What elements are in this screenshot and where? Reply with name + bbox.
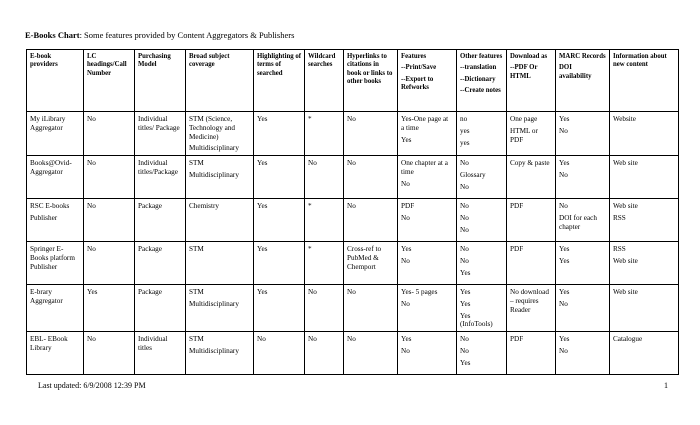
table-cell xyxy=(305,112,344,156)
cell-line: No download – requires Reader xyxy=(510,288,549,314)
cell-line: Features xyxy=(401,53,427,60)
table-cell xyxy=(135,199,186,242)
table-cell xyxy=(186,199,254,242)
table-cell xyxy=(398,156,457,199)
table-cell xyxy=(610,285,679,332)
cell-line: No xyxy=(87,245,96,254)
table-cell xyxy=(398,112,457,156)
table-cell xyxy=(610,156,679,199)
column-header xyxy=(556,50,610,112)
cell-line: No xyxy=(308,335,317,344)
cell-line: Yes xyxy=(559,288,570,297)
cell-line: STM (Science, Technology and Medicine) xyxy=(189,115,236,141)
cell-line: Catalogue xyxy=(613,335,643,344)
table-row xyxy=(27,332,679,375)
cell-line: MARC Records xyxy=(559,53,606,60)
cell-line: Yes xyxy=(559,335,570,344)
cell-line: Yes xyxy=(257,202,268,211)
cell-line: Multidisciplinary xyxy=(189,347,239,356)
table-cell xyxy=(457,242,507,285)
cell-line: yes xyxy=(460,126,470,135)
table-cell xyxy=(344,112,398,156)
cell-line: No xyxy=(401,299,410,308)
table-cell xyxy=(305,332,344,375)
table-cell xyxy=(135,156,186,199)
cell-line: Package xyxy=(138,202,162,211)
cell-line: PDF xyxy=(510,202,524,211)
table-cell xyxy=(507,285,556,332)
cell-line: No xyxy=(401,347,410,356)
table-cell xyxy=(507,199,556,242)
cell-line: No xyxy=(460,159,469,168)
cell-line: No xyxy=(87,159,96,168)
cell-line: No xyxy=(347,335,356,344)
cell-line: RSS xyxy=(613,213,626,222)
cell-line: Other features xyxy=(460,53,503,60)
table-cell xyxy=(457,156,507,199)
table-cell xyxy=(84,242,135,285)
table-cell xyxy=(507,332,556,375)
column-header xyxy=(254,50,305,112)
cell-line: PDF xyxy=(510,245,524,254)
column-header xyxy=(27,50,84,112)
cell-line: Individual titles xyxy=(138,335,168,353)
cell-line: STM xyxy=(189,288,204,297)
cell-line: No xyxy=(347,288,356,297)
table-cell xyxy=(556,112,610,156)
cell-line: No xyxy=(559,202,568,211)
cell-line: No xyxy=(308,288,317,297)
column-header xyxy=(398,50,457,112)
cell-line: Yes xyxy=(87,288,98,297)
cell-line: RSC E-books xyxy=(30,202,70,211)
cell-line: EBL- EBook Library xyxy=(30,335,68,353)
title-bold: E-Books Chart xyxy=(25,30,80,40)
table-cell xyxy=(254,332,305,375)
cell-line: Package xyxy=(138,245,162,254)
table-cell xyxy=(610,332,679,375)
cell-line: Yes xyxy=(559,115,570,123)
cell-line: Chemistry xyxy=(189,202,219,211)
cell-line: Web site xyxy=(613,202,638,211)
cell-line: No xyxy=(401,213,410,222)
table-row xyxy=(27,156,679,199)
cell-line: --Print/Save xyxy=(401,64,437,72)
table-cell xyxy=(344,242,398,285)
cell-line: Yes xyxy=(401,335,412,344)
table-cell xyxy=(254,156,305,199)
cell-line: RSS xyxy=(613,245,626,254)
cell-line: Copy & paste xyxy=(510,159,550,168)
table-cell xyxy=(186,242,254,285)
cell-line: Multidisciplinary xyxy=(189,299,239,308)
cell-line: DOI for each chapter xyxy=(559,213,597,231)
cell-line: Package xyxy=(138,288,162,297)
table-cell xyxy=(398,332,457,375)
cell-line: * xyxy=(308,245,312,254)
cell-line: Yes xyxy=(460,268,471,277)
table-cell xyxy=(344,332,398,375)
table-cell xyxy=(457,199,507,242)
cell-line: Multidisciplinary xyxy=(189,170,239,179)
page-number: 1 xyxy=(664,381,668,390)
cell-line: Individual titles/Package xyxy=(138,159,178,176)
table-cell xyxy=(186,156,254,199)
table-header-row xyxy=(27,50,679,112)
provider-cell xyxy=(27,242,84,285)
table-cell xyxy=(305,242,344,285)
cell-line: --Export to Refworks xyxy=(401,75,434,91)
cell-line: No xyxy=(401,179,410,188)
cell-line: No xyxy=(308,159,317,168)
cell-line: Purchasing Model xyxy=(138,53,171,69)
cell-line: No xyxy=(559,126,568,135)
cell-line: DOI availability xyxy=(559,64,592,80)
provider-cell xyxy=(27,156,84,199)
table-cell xyxy=(344,199,398,242)
cell-line: No xyxy=(559,299,568,308)
cell-line: Yes xyxy=(257,115,268,123)
cell-line: PDF xyxy=(510,335,524,344)
cell-line: No xyxy=(87,115,96,123)
cell-line: No xyxy=(460,347,469,356)
table-cell xyxy=(556,242,610,285)
cell-line: Yes xyxy=(559,256,570,265)
table-cell xyxy=(254,242,305,285)
table-cell xyxy=(135,242,186,285)
cell-line: Publisher xyxy=(30,213,58,222)
table-cell xyxy=(135,112,186,156)
cell-line: Books@Ovid-Aggregator xyxy=(30,159,72,176)
table-cell xyxy=(84,285,135,332)
cell-line: --translation xyxy=(460,64,497,72)
table-cell xyxy=(305,285,344,332)
cell-line: PDF xyxy=(401,202,415,211)
column-header xyxy=(610,50,679,112)
table-cell xyxy=(305,199,344,242)
cell-line: Glossary xyxy=(460,170,486,179)
cell-line: No xyxy=(460,213,469,222)
cell-line: No xyxy=(347,115,356,123)
cell-line: No xyxy=(460,256,469,265)
cell-line: --PDF Or HTML xyxy=(510,64,538,80)
table-cell xyxy=(610,242,679,285)
cell-line: * xyxy=(308,115,312,123)
cell-line: My iLibrary Aggregator xyxy=(30,115,66,132)
table-cell xyxy=(457,332,507,375)
table-cell xyxy=(84,112,135,156)
table-row xyxy=(27,112,679,156)
table-row xyxy=(27,242,679,285)
cell-line: E-brary Aggregator xyxy=(30,288,63,305)
table-cell xyxy=(305,156,344,199)
table-cell xyxy=(186,332,254,375)
table-cell xyxy=(84,199,135,242)
cell-line: Yes-One page at a time xyxy=(401,115,449,132)
cell-line: yes xyxy=(460,138,470,147)
cell-line: --Dictionary xyxy=(460,75,496,83)
cell-line: No xyxy=(559,347,568,356)
table-cell xyxy=(507,112,556,156)
table-cell xyxy=(135,285,186,332)
cell-line: Broad subject coverage xyxy=(189,53,230,69)
cell-line: Website xyxy=(613,115,636,123)
table-cell xyxy=(84,156,135,199)
column-header xyxy=(305,50,344,112)
cell-line: No xyxy=(87,335,96,344)
cell-line: Wildcard searches xyxy=(308,53,336,69)
table-cell xyxy=(398,242,457,285)
cell-line: No xyxy=(257,335,266,344)
cell-line: No xyxy=(460,202,469,211)
cell-line: Yes xyxy=(401,135,412,144)
cell-line: Download as xyxy=(510,53,548,60)
cell-line: Yes xyxy=(460,358,471,367)
table-cell xyxy=(344,285,398,332)
cell-line: Yes xyxy=(559,245,570,254)
cell-line: Multidisciplinary xyxy=(189,144,239,153)
cell-line: STM xyxy=(189,159,204,168)
table-cell xyxy=(457,112,507,156)
provider-cell xyxy=(27,112,84,156)
column-header xyxy=(84,50,135,112)
last-updated: Last updated: 6/9/2008 12:39 PM xyxy=(38,381,146,390)
cell-line: No xyxy=(460,225,469,234)
cell-line: HTML or PDF xyxy=(510,126,538,144)
table-cell xyxy=(507,242,556,285)
table-cell xyxy=(254,199,305,242)
cell-line: Web site xyxy=(613,288,638,297)
cell-line: LC headings/Call Number xyxy=(87,53,127,77)
table-cell xyxy=(556,332,610,375)
table-cell xyxy=(254,112,305,156)
cell-line: Hyperlinks to citations in book or links to other books xyxy=(347,53,393,85)
cell-line: no xyxy=(460,115,468,123)
cell-line: No xyxy=(460,335,469,344)
cell-line: No xyxy=(401,256,410,265)
table-cell xyxy=(186,112,254,156)
table-cell xyxy=(344,156,398,199)
table-cell xyxy=(254,285,305,332)
title-rest: : Some features provided by Content Aggregators & Publishers xyxy=(79,30,295,40)
cell-line: No xyxy=(460,245,469,254)
cell-line: Springer E-Books platform Publisher xyxy=(30,245,75,271)
table-body xyxy=(27,112,679,375)
cell-line: Yes xyxy=(460,288,471,297)
cell-line: Highlighting of terms of searched xyxy=(257,53,302,77)
cell-line: Yes xyxy=(257,288,268,297)
table-cell xyxy=(610,199,679,242)
cell-line: --Create notes xyxy=(460,86,501,94)
table-cell xyxy=(186,285,254,332)
cell-line: One chapter at a time xyxy=(401,159,448,176)
table-cell xyxy=(398,199,457,242)
cell-line: E-book providers xyxy=(30,53,58,69)
provider-cell xyxy=(27,332,84,375)
column-header xyxy=(344,50,398,112)
cell-line: No xyxy=(347,159,356,168)
cell-line: Web site xyxy=(613,159,638,168)
column-header xyxy=(507,50,556,112)
cell-line: Web site xyxy=(613,256,638,265)
table-cell xyxy=(507,156,556,199)
table-cell xyxy=(610,112,679,156)
cell-line: No xyxy=(347,202,356,211)
table-row xyxy=(27,285,679,332)
table-cell xyxy=(556,285,610,332)
cell-line: No xyxy=(460,182,469,191)
cell-line: Individual titles/ Package xyxy=(138,115,180,132)
cell-line: STM xyxy=(189,335,204,344)
table-cell xyxy=(84,332,135,375)
provider-cell xyxy=(27,285,84,332)
provider-cell xyxy=(27,199,84,242)
cell-line: One page xyxy=(510,115,538,123)
cell-line: Information about new content xyxy=(613,53,667,69)
cell-line: STM xyxy=(189,245,204,254)
table-cell xyxy=(556,156,610,199)
cell-line: Yes (InfoTools) xyxy=(460,311,493,329)
cell-line: Yes xyxy=(257,159,268,168)
cell-line: No xyxy=(87,202,96,211)
table-cell xyxy=(135,332,186,375)
cell-line: Yes xyxy=(460,299,471,308)
cell-line: No xyxy=(559,170,568,179)
column-header xyxy=(135,50,186,112)
column-header xyxy=(186,50,254,112)
table-cell xyxy=(398,285,457,332)
cell-line: Cross-ref to PubMed & Chemport xyxy=(347,245,382,271)
cell-line: * xyxy=(308,202,312,211)
page-title xyxy=(25,30,294,40)
ebooks-table xyxy=(26,49,679,375)
table-cell xyxy=(556,199,610,242)
cell-line: Yes- 5 pages xyxy=(401,288,438,297)
cell-line: Yes xyxy=(559,159,570,168)
table-row xyxy=(27,199,679,242)
cell-line: Yes xyxy=(401,245,412,254)
column-header xyxy=(457,50,507,112)
table-cell xyxy=(457,285,507,332)
cell-line: Yes xyxy=(257,245,268,254)
